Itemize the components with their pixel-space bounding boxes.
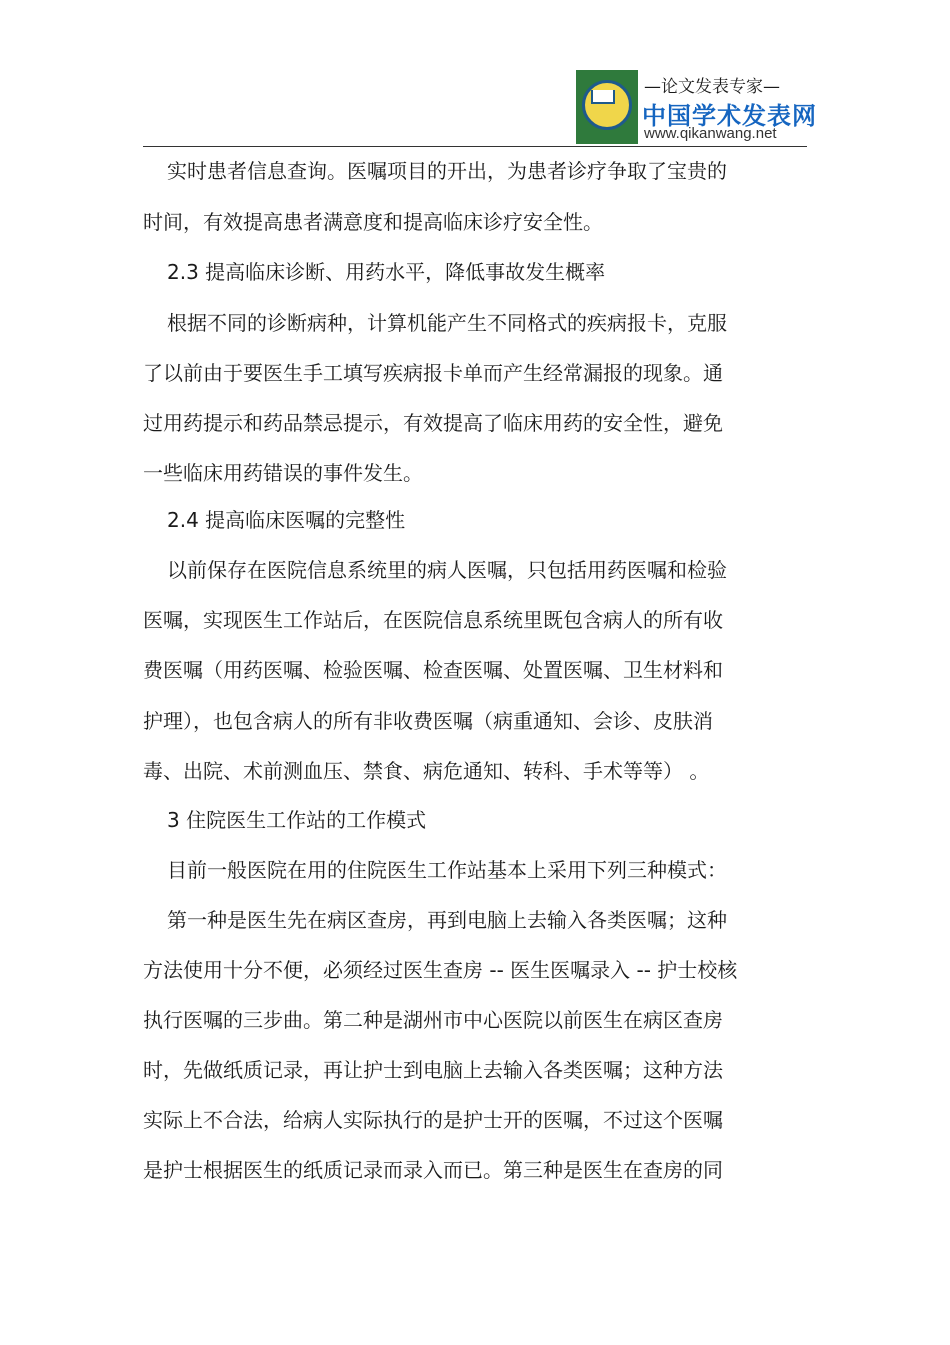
text-line: 一些临床用药错误的事件发生。 — [143, 461, 423, 485]
logo-slogan: —论文发表专家— — [644, 77, 780, 97]
logo-url: www.qikanwang.net — [644, 125, 777, 142]
text-line: 时，先做纸质记录，再让护士到电脑上去输入各类医嘱；这种方法 — [143, 1058, 723, 1082]
section-heading: 2.4 提高临床医嘱的完整性 — [167, 508, 406, 532]
section-heading: 3 住院医生工作站的工作模式 — [167, 808, 427, 832]
header-divider — [143, 146, 807, 147]
text-line: 费医嘱（用药医嘱、检验医嘱、检查医嘱、处置医嘱、卫生材料和 — [143, 658, 723, 682]
seal-emblem-icon — [576, 70, 638, 144]
seal-ring — [582, 80, 632, 130]
book-icon — [591, 90, 615, 104]
text-line: 方法使用十分不便，必须经过医生查房 -- 医生医嘱录入 -- 护士校核 — [143, 958, 738, 982]
text-line: 第一种是医生先在病区查房，再到电脑上去输入各类医嘱；这种 — [167, 908, 727, 932]
text-line: 时间，有效提高患者满意度和提高临床诊疗安全性。 — [143, 210, 603, 234]
text-line: 是护士根据医生的纸质记录而录入而已。第三种是医生在查房的同 — [143, 1158, 723, 1182]
logo-brand-name: 中国学术发表网 — [642, 102, 817, 130]
text-line: 实际上不合法，给病人实际执行的是护士开的医嘱，不过这个医嘱 — [143, 1108, 723, 1132]
site-logo — [576, 70, 817, 144]
text-line: 了以前由于要医生手工填写疾病报卡单而产生经常漏报的现象。通 — [143, 361, 723, 385]
text-line: 根据不同的诊断病种，计算机能产生不同格式的疾病报卡，克服 — [167, 311, 727, 335]
text-line: 护理），也包含病人的所有非收费医嘱（病重通知、会诊、皮肤消 — [143, 709, 713, 733]
text-line: 以前保存在医院信息系统里的病人医嘱，只包括用药医嘱和检验 — [167, 558, 727, 582]
text-line: 实时患者信息查询。医嘱项目的开出，为患者诊疗争取了宝贵的 — [167, 159, 727, 183]
text-line: 目前一般医院在用的住院医生工作站基本上采用下列三种模式： — [167, 858, 727, 882]
text-line: 毒、出院、术前测血压、禁食、病危通知、转科、手术等等） 。 — [143, 759, 710, 783]
section-heading: 2.3 提高临床诊断、用药水平，降低事故发生概率 — [167, 260, 606, 284]
text-line: 过用药提示和药品禁忌提示，有效提高了临床用药的安全性，避免 — [143, 411, 723, 435]
text-line: 医嘱，实现医生工作站后，在医院信息系统里既包含病人的所有收 — [143, 608, 723, 632]
text-line: 执行医嘱的三步曲。第二种是湖州市中心医院以前医生在病区查房 — [143, 1008, 723, 1032]
